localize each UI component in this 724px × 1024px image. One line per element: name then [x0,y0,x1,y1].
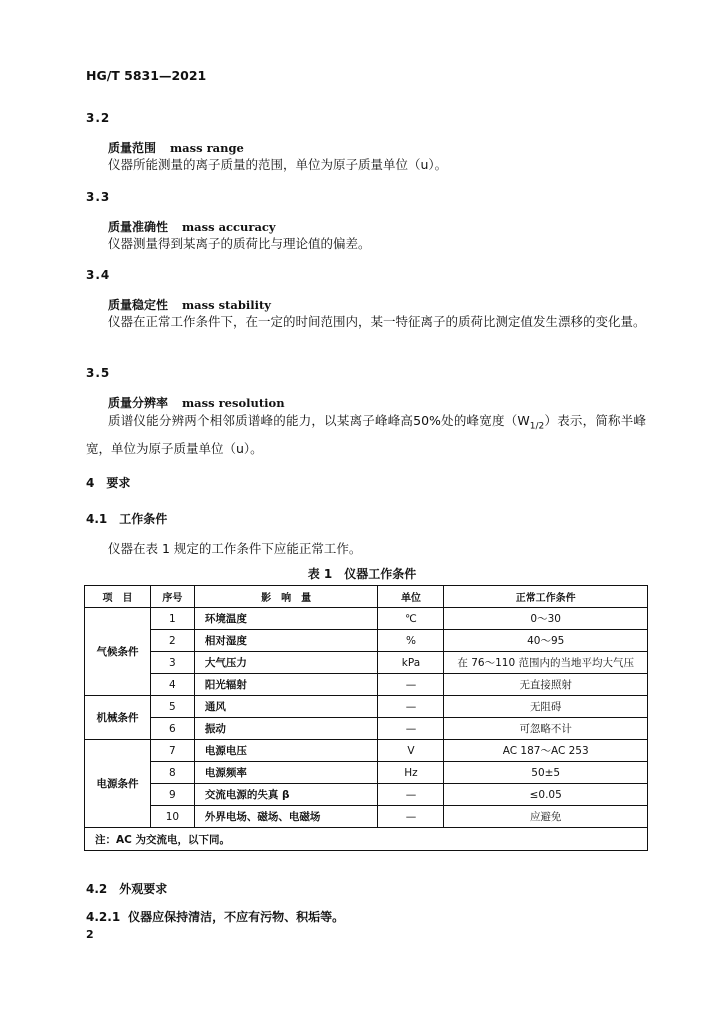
row-factor: 环境温度 [194,608,378,630]
section-4-heading [86,474,130,491]
table-row [85,608,648,630]
row-factor: 外界电场、磁场、电磁场 [194,806,378,828]
term-zh: 质量稳定性 [108,298,169,312]
section-text: 仪器应保持清洁，不应有污物、积垢等。 [128,910,345,924]
table-header-row [85,586,648,608]
term-definition-3-3: 仪器测量得到某离子的质荷比与理论值的偏差。 [108,236,371,251]
table-caption: 表 1 仪器工作条件 [307,567,417,581]
header-condition: 正常工作条件 [444,586,648,608]
term-title-3-5 [108,394,285,411]
row-no: 4 [150,674,194,696]
term-number-3-3: 3.3 [86,190,111,204]
definition-subscript: 1/2 [529,421,545,432]
table-row [85,784,648,806]
row-condition: 无阻碍 [444,696,648,718]
section-4-2-1 [86,908,344,925]
row-factor: 电源电压 [194,740,378,762]
row-factor: 交流电源的失真 β [194,784,378,806]
row-unit: V [378,740,444,762]
row-condition: AC 187～AC 253 [444,740,648,762]
table-row [85,806,648,828]
section-title: 要求 [106,476,131,490]
row-no: 3 [150,652,194,674]
section-4-2-heading [86,880,167,897]
table-row [85,696,648,718]
row-no: 8 [150,762,194,784]
page-number: 2 [86,928,94,941]
row-factor: 大气压力 [194,652,378,674]
header-no: 序号 [150,586,194,608]
term-en: mass resolution [182,396,285,410]
header-unit: 单位 [378,586,444,608]
definition-text: 质谱仪能分辨两个相邻质谱峰的能力，以某离子峰峰高50%处的峰宽度（W [108,413,530,428]
table-row [85,762,648,784]
row-factor: 电源频率 [194,762,378,784]
term-en: mass accuracy [182,220,276,234]
section-title: 外观要求 [119,882,168,896]
row-unit: — [378,696,444,718]
term-zh: 质量准确性 [108,220,169,234]
term-zh: 质量范围 [108,141,157,155]
header-item: 项 目 [85,586,151,608]
row-factor: 阳光辐射 [194,674,378,696]
row-no: 2 [150,630,194,652]
section-number: 4.2 [86,882,108,896]
row-condition: 可忽略不计 [444,718,648,740]
row-factor: 振动 [194,718,378,740]
section-title: 工作条件 [119,512,168,526]
row-factor: 通风 [194,696,378,718]
section-4-1-text: 仪器在表 1 规定的工作条件下应能正常工作。 [108,541,362,556]
term-definition-3-4: 仪器在正常工作条件下，在一定的时间范围内，某一特征离子的质荷比测定值发生漂移的变化量。 [108,314,646,329]
term-definition-3-5 [86,410,646,460]
row-condition: 无直接照射 [444,674,648,696]
row-condition: 在 76～110 范围内的当地平均大气压 [444,652,648,674]
working-conditions-table [84,585,648,851]
row-unit: — [378,674,444,696]
table-row [85,674,648,696]
row-no: 5 [150,696,194,718]
term-en: mass stability [182,298,271,312]
section-number: 4.1 [86,512,108,526]
section-number: 4 [86,476,95,490]
row-no: 7 [150,740,194,762]
header-factor: 影 响 量 [194,586,378,608]
table-row [85,630,648,652]
term-definition-3-2: 仪器所能测量的离子质量的范围，单位为原子质量单位（u）。 [108,157,448,172]
row-no: 1 [150,608,194,630]
row-condition: 应避免 [444,806,648,828]
row-unit: — [378,784,444,806]
table-row [85,652,648,674]
row-unit: — [378,718,444,740]
term-zh: 质量分辨率 [108,396,169,410]
table-row [85,740,648,762]
table-row [85,718,648,740]
row-condition: ≤0.05 [444,784,648,806]
table-note-row [85,828,648,851]
definition-tail: ）表示，简称半峰宽，单位为原子质量单位（u）。 [86,413,646,456]
row-unit: kPa [378,652,444,674]
row-condition: 0～30 [444,608,648,630]
term-number-3-2: 3.2 [86,111,111,125]
section-number: 4.2.1 [86,910,121,924]
row-condition: 40～95 [444,630,648,652]
table-note: 注：AC 为交流电，以下同。 [85,828,648,851]
row-no: 6 [150,718,194,740]
term-number-3-4: 3.4 [86,268,111,282]
row-factor: 相对湿度 [194,630,378,652]
row-no: 9 [150,784,194,806]
term-en: mass range [170,141,244,155]
category-climate: 气候条件 [85,608,151,696]
row-no: 10 [150,806,194,828]
term-number-3-5: 3.5 [86,366,111,380]
row-unit: Hz [378,762,444,784]
row-condition: 50±5 [444,762,648,784]
row-unit: — [378,806,444,828]
row-unit: ℃ [378,608,444,630]
row-unit: % [378,630,444,652]
category-mechanical: 机械条件 [85,696,151,740]
section-4-1-heading [86,510,167,527]
category-power: 电源条件 [85,740,151,828]
standard-number: HG/T 5831—2021 [86,68,207,83]
